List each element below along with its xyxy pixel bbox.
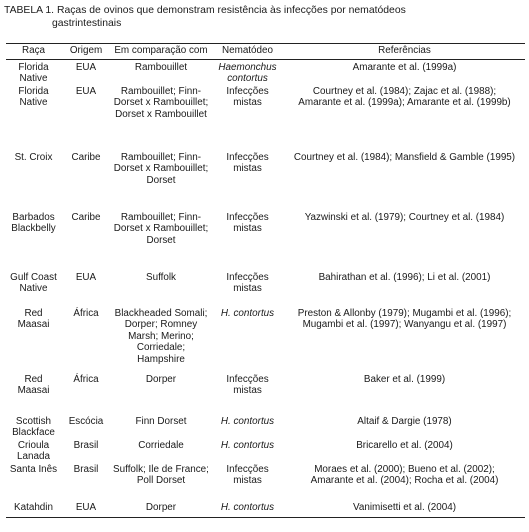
cell-referencias: Altaif & Dargie (1978) — [357, 415, 452, 427]
cell-raca: St. Croix — [14, 151, 53, 163]
cell-comparacao: Dorper — [145, 501, 177, 513]
cell-origem: África — [73, 307, 99, 319]
cell-raca: Santa Inês — [9, 463, 58, 475]
cell-origem: Brasil — [73, 463, 99, 475]
cell-raca: Crioula Lanada — [17, 439, 50, 463]
cell-comparacao: Finn Dorset — [135, 415, 187, 427]
table-header-row — [6, 44, 525, 60]
table-row — [6, 212, 525, 272]
cell-comparacao: Suffolk; Ile de France; Poll Dorset — [113, 463, 209, 487]
table-caption — [4, 5, 484, 30]
cell-referencias: Bahirathan et al. (1996); Li et al. (2001) — [318, 271, 491, 283]
cell-comparacao: Suffolk — [145, 271, 176, 283]
cell-nematodeo: Infecções mistas — [226, 211, 269, 235]
cell-comparacao: Blackheaded Somali; Dorper; Romney Marsh; Merino; Corriedale; Hampshire — [114, 307, 208, 365]
cell-referencias: Preston & Allonby (1979); Mugambi et al. (1996); Mugambi et al. (1997); Wanyangu et al. (1997) — [297, 307, 512, 331]
cell-referencias: Amarante et al. (1999a) — [352, 61, 457, 73]
header-origem: Origem — [69, 45, 103, 56]
caption-line-2: gastrintestinais — [52, 17, 122, 29]
cell-referencias: Vanimisetti et al. (2004) — [352, 501, 456, 513]
cell-nematodeo: H. contortus — [220, 439, 275, 451]
cell-nematodeo: Haemonchus contortus — [218, 61, 277, 85]
cell-raca: Scottish Blackface — [12, 415, 55, 439]
cell-nematodeo: Infecções mistas — [226, 85, 269, 109]
header-nematodeo: Nematódeo — [221, 45, 274, 56]
cell-origem: Caribe — [71, 151, 101, 163]
cell-raca: Florida Native — [18, 85, 49, 109]
cell-origem: Caribe — [71, 211, 101, 223]
table-row — [6, 86, 525, 146]
table-row — [6, 368, 525, 410]
cell-raca: Red Maasai — [17, 307, 50, 331]
table-row — [6, 502, 525, 518]
cell-referencias: Courtney et al. (1984); Mansfield & Gamble (1995) — [293, 151, 516, 163]
table-row — [6, 410, 525, 440]
cell-raca: Gulf Coast Native — [10, 271, 57, 295]
cell-comparacao: Corriedale — [138, 439, 184, 451]
table-row — [6, 440, 525, 464]
cell-raca: Florida Native — [18, 61, 49, 85]
cell-nematodeo: Infecções mistas — [226, 373, 269, 397]
cell-origem: Escócia — [68, 415, 104, 427]
cell-origem: EUA — [75, 501, 97, 513]
cell-nematodeo: H. contortus — [220, 307, 275, 319]
cell-referencias: Yazwinski et al. (1979); Courtney et al. (1984) — [304, 211, 505, 223]
table-row — [6, 464, 525, 502]
cell-origem: EUA — [75, 85, 97, 97]
cell-origem: EUA — [75, 271, 97, 283]
cell-nematodeo: Infecções mistas — [226, 271, 269, 295]
header-raca: Raça — [21, 45, 46, 56]
cell-nematodeo: H. contortus — [220, 501, 275, 513]
cell-nematodeo: Infecções mistas — [226, 463, 269, 487]
cell-comparacao: Rambouillet; Finn-Dorset x Rambouillet; Dorset x Rambouillet — [113, 85, 209, 120]
cell-raca: Red Maasai — [17, 373, 50, 397]
cell-referencias: Courtney et al. (1984); Zajac et al. (1988); Amarante et al. (1999a); Amarante et al. (1999b) — [298, 85, 511, 109]
cell-nematodeo: H. contortus — [220, 415, 275, 427]
cell-referencias: Baker et al. (1999) — [363, 373, 446, 385]
table-row — [6, 272, 525, 308]
cell-comparacao: Dorper — [145, 373, 177, 385]
cell-referencias: Moraes et al. (2000); Bueno et al. (2002); Amarante et al. (2004); Rocha et al. (2004) — [310, 463, 499, 487]
cell-raca: Barbados Blackbelly — [11, 211, 56, 235]
cell-comparacao: Rambouillet — [134, 61, 188, 73]
table-row — [6, 146, 525, 212]
cell-nematodeo: Infecções mistas — [226, 151, 269, 175]
cell-raca: Katahdin — [14, 501, 53, 513]
cell-comparacao: Rambouillet; Finn-Dorset x Rambouillet; Dorset — [113, 211, 209, 246]
table-row — [6, 59, 525, 86]
cell-origem: Brasil — [73, 439, 99, 451]
breeds-table — [6, 43, 525, 518]
header-comparacao: Em comparação com — [114, 45, 208, 56]
caption-line-1: TABELA 1. Raças de ovinos que demonstram resistência às infecções por nematódeos — [4, 5, 406, 16]
header-referencias: Referências — [378, 45, 431, 56]
cell-origem: EUA — [75, 61, 97, 73]
cell-comparacao: Rambouillet; Finn-Dorset x Rambouillet; Dorset — [113, 151, 209, 186]
table-row — [6, 308, 525, 368]
cell-referencias: Bricarello et al. (2004) — [356, 439, 453, 451]
cell-origem: África — [73, 373, 99, 385]
